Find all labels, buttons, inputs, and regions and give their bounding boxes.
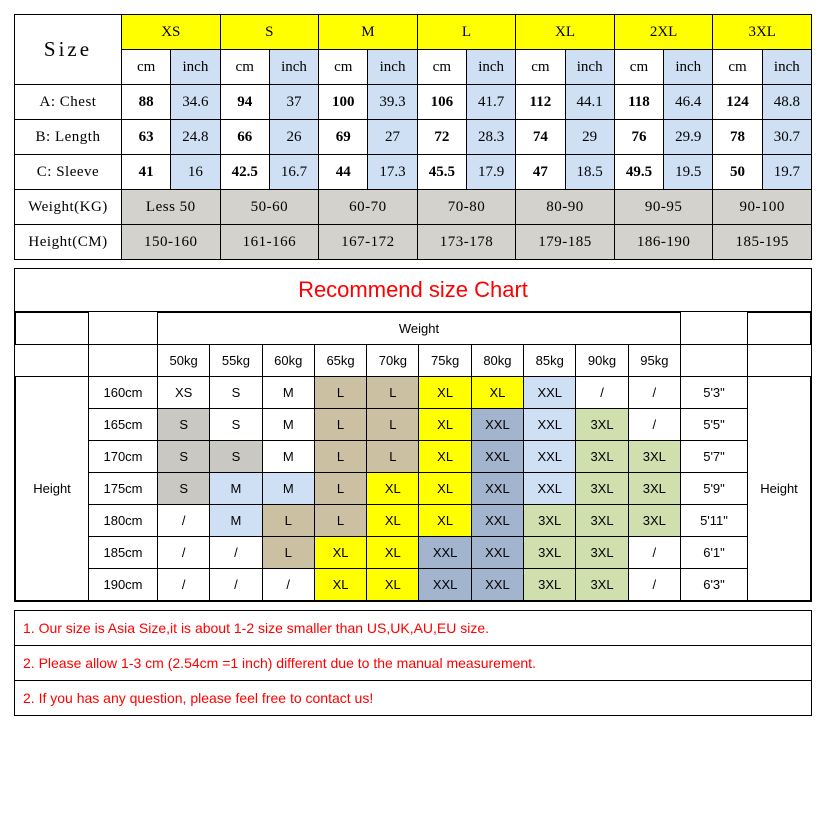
height-ft-190: 6'3"	[681, 569, 748, 601]
length-2xl-cm: 76	[614, 120, 663, 155]
size-header-s: S	[220, 15, 319, 50]
height-ft-175: 5'9"	[681, 473, 748, 505]
cell-170-75: XL	[419, 441, 471, 473]
cell-175-55: M	[210, 473, 262, 505]
cell-170-95: 3XL	[628, 441, 680, 473]
cell-185-85: 3XL	[524, 537, 576, 569]
length-3xl-inch: 30.7	[762, 120, 811, 155]
note-measurement-tolerance: 2. Please allow 1-3 cm (2.54cm =1 inch) different due to the manual measurement.	[14, 646, 812, 681]
cell-185-70: XL	[367, 537, 419, 569]
spacer-top-left-2	[89, 313, 158, 345]
weight-col-85: 85kg	[524, 345, 576, 377]
sleeve-s-inch: 16.7	[269, 155, 318, 190]
weight-col-60: 60kg	[262, 345, 314, 377]
weight-col-55: 55kg	[210, 345, 262, 377]
cell-190-75: XXL	[419, 569, 471, 601]
table-row-height	[15, 225, 812, 260]
length-xl-inch: 29	[565, 120, 614, 155]
cell-185-95: /	[628, 537, 680, 569]
height-xl: 179-185	[516, 225, 615, 260]
cell-190-95: /	[628, 569, 680, 601]
sleeve-m-cm: 44	[319, 155, 368, 190]
recommend-weight-header-row	[16, 313, 811, 345]
size-header-row	[15, 15, 812, 50]
cell-170-55: S	[210, 441, 262, 473]
chest-xl-inch: 44.1	[565, 85, 614, 120]
length-xs-inch: 24.8	[171, 120, 220, 155]
spacer-top-right-2	[748, 313, 811, 345]
chest-2xl-inch: 46.4	[664, 85, 713, 120]
unit-cm-2xl: cm	[614, 50, 663, 85]
row-label-height: Height(CM)	[15, 225, 122, 260]
cell-165-80: XXL	[471, 409, 523, 441]
unit-inch-2xl: inch	[664, 50, 713, 85]
cell-175-50: S	[158, 473, 210, 505]
recommend-size-section	[14, 268, 812, 602]
cell-165-60: M	[262, 409, 314, 441]
chest-2xl-cm: 118	[614, 85, 663, 120]
cell-170-50: S	[158, 441, 210, 473]
cell-170-60: M	[262, 441, 314, 473]
size-header-xs: XS	[122, 15, 221, 50]
height-row-175: 175cm	[89, 473, 158, 505]
cell-190-85: 3XL	[524, 569, 576, 601]
cell-165-95: /	[628, 409, 680, 441]
unit-cm-xl: cm	[516, 50, 565, 85]
weight-s: 50-60	[220, 190, 319, 225]
unit-inch-xs: inch	[171, 50, 220, 85]
length-xs-cm: 63	[122, 120, 171, 155]
sleeve-2xl-inch: 19.5	[664, 155, 713, 190]
cell-170-65: L	[314, 441, 366, 473]
unit-inch-xl: inch	[565, 50, 614, 85]
cell-185-75: XXL	[419, 537, 471, 569]
weight-m: 60-70	[319, 190, 418, 225]
recommend-weight-values-row	[16, 345, 811, 377]
note-asia-size: 1. Our size is Asia Size,it is about 1-2 size smaller than US,UK,AU,EU size.	[14, 610, 812, 646]
spacer-wh-4	[748, 345, 811, 377]
cell-185-90: 3XL	[576, 537, 628, 569]
height-label-left: Height	[16, 377, 89, 601]
table-row-sleeve	[15, 155, 812, 190]
length-2xl-inch: 29.9	[664, 120, 713, 155]
spacer-wh-1	[16, 345, 89, 377]
cell-165-85: XXL	[524, 409, 576, 441]
cell-160-55: S	[210, 377, 262, 409]
unit-header-row	[15, 50, 812, 85]
cell-185-55: /	[210, 537, 262, 569]
cell-160-65: L	[314, 377, 366, 409]
height-l: 173-178	[417, 225, 516, 260]
chest-l-inch: 41.7	[466, 85, 515, 120]
chest-3xl-cm: 124	[713, 85, 762, 120]
height-ft-180: 5'11"	[681, 505, 748, 537]
chest-xs-cm: 88	[122, 85, 171, 120]
cell-180-50: /	[158, 505, 210, 537]
spacer-top-right	[681, 313, 748, 345]
length-l-cm: 72	[417, 120, 466, 155]
chest-xs-inch: 34.6	[171, 85, 220, 120]
cell-175-85: XXL	[524, 473, 576, 505]
cell-180-80: XXL	[471, 505, 523, 537]
height-ft-185: 6'1"	[681, 537, 748, 569]
sleeve-xl-inch: 18.5	[565, 155, 614, 190]
height-2xl: 186-190	[614, 225, 713, 260]
weight-col-95: 95kg	[628, 345, 680, 377]
weight-2xl: 90-95	[614, 190, 713, 225]
cell-180-55: M	[210, 505, 262, 537]
unit-inch-3xl: inch	[762, 50, 811, 85]
note-contact-us: 2. If you has any question, please feel free to contact us!	[14, 681, 812, 716]
cell-190-70: XL	[367, 569, 419, 601]
height-xs: 150-160	[122, 225, 221, 260]
row-label-length: B: Length	[15, 120, 122, 155]
cell-175-70: XL	[367, 473, 419, 505]
cell-175-95: 3XL	[628, 473, 680, 505]
height-m: 167-172	[319, 225, 418, 260]
cell-160-75: XL	[419, 377, 471, 409]
chest-xl-cm: 112	[516, 85, 565, 120]
length-3xl-cm: 78	[713, 120, 762, 155]
cell-180-65: L	[314, 505, 366, 537]
height-ft-165: 5'5"	[681, 409, 748, 441]
spacer-wh-2	[89, 345, 158, 377]
spacer-top-left	[16, 313, 89, 345]
weight-xl: 80-90	[516, 190, 615, 225]
cell-185-50: /	[158, 537, 210, 569]
cell-160-95: /	[628, 377, 680, 409]
height-row-190: 190cm	[89, 569, 158, 601]
size-header-3xl: 3XL	[713, 15, 812, 50]
table-row	[16, 377, 811, 409]
cell-180-90: 3XL	[576, 505, 628, 537]
unit-inch-s: inch	[269, 50, 318, 85]
length-m-inch: 27	[368, 120, 417, 155]
size-header-m: M	[319, 15, 418, 50]
cell-180-95: 3XL	[628, 505, 680, 537]
cell-165-70: L	[367, 409, 419, 441]
height-s: 161-166	[220, 225, 319, 260]
cell-190-80: XXL	[471, 569, 523, 601]
weight-col-65: 65kg	[314, 345, 366, 377]
table-row	[16, 473, 811, 505]
weight-3xl: 90-100	[713, 190, 812, 225]
cell-175-75: XL	[419, 473, 471, 505]
height-row-165: 165cm	[89, 409, 158, 441]
recommend-title: Recommend size Chart	[15, 269, 811, 312]
length-s-inch: 26	[269, 120, 318, 155]
length-s-cm: 66	[220, 120, 269, 155]
cell-160-50: XS	[158, 377, 210, 409]
size-header-xl: XL	[516, 15, 615, 50]
table-row-chest	[15, 85, 812, 120]
cell-165-65: L	[314, 409, 366, 441]
cell-170-85: XXL	[524, 441, 576, 473]
cell-170-90: 3XL	[576, 441, 628, 473]
cell-160-60: M	[262, 377, 314, 409]
weight-l: 70-80	[417, 190, 516, 225]
cell-165-75: XL	[419, 409, 471, 441]
cell-185-60: L	[262, 537, 314, 569]
weight-header: Weight	[158, 313, 681, 345]
weight-xs: Less 50	[122, 190, 221, 225]
sleeve-l-inch: 17.9	[466, 155, 515, 190]
weight-col-75: 75kg	[419, 345, 471, 377]
size-measurement-table	[14, 14, 812, 260]
size-header-l: L	[417, 15, 516, 50]
cell-160-70: L	[367, 377, 419, 409]
weight-col-90: 90kg	[576, 345, 628, 377]
unit-inch-l: inch	[466, 50, 515, 85]
cell-185-65: XL	[314, 537, 366, 569]
sleeve-m-inch: 17.3	[368, 155, 417, 190]
height-3xl: 185-195	[713, 225, 812, 260]
size-header-2xl: 2XL	[614, 15, 713, 50]
sleeve-xl-cm: 47	[516, 155, 565, 190]
row-label-weight: Weight(KG)	[15, 190, 122, 225]
weight-col-50: 50kg	[158, 345, 210, 377]
cell-160-90: /	[576, 377, 628, 409]
unit-cm-3xl: cm	[713, 50, 762, 85]
height-row-160: 160cm	[89, 377, 158, 409]
cell-190-60: /	[262, 569, 314, 601]
cell-185-80: XXL	[471, 537, 523, 569]
unit-cm-l: cm	[417, 50, 466, 85]
height-ft-160: 5'3"	[681, 377, 748, 409]
recommend-size-table	[15, 312, 811, 601]
chest-m-cm: 100	[319, 85, 368, 120]
table-row	[16, 409, 811, 441]
table-row-weight	[15, 190, 812, 225]
cell-160-80: XL	[471, 377, 523, 409]
cell-165-50: S	[158, 409, 210, 441]
cell-175-60: M	[262, 473, 314, 505]
length-l-inch: 28.3	[466, 120, 515, 155]
height-ft-170: 5'7"	[681, 441, 748, 473]
weight-col-70: 70kg	[367, 345, 419, 377]
chest-m-inch: 39.3	[368, 85, 417, 120]
height-row-180: 180cm	[89, 505, 158, 537]
sleeve-l-cm: 45.5	[417, 155, 466, 190]
table-row	[16, 537, 811, 569]
sleeve-s-cm: 42.5	[220, 155, 269, 190]
cell-175-80: XXL	[471, 473, 523, 505]
table-row	[16, 441, 811, 473]
table-row-length	[15, 120, 812, 155]
height-row-185: 185cm	[89, 537, 158, 569]
cell-175-65: L	[314, 473, 366, 505]
unit-cm-m: cm	[319, 50, 368, 85]
cell-160-85: XXL	[524, 377, 576, 409]
cell-190-90: 3XL	[576, 569, 628, 601]
cell-170-70: L	[367, 441, 419, 473]
cell-165-55: S	[210, 409, 262, 441]
table-row	[16, 505, 811, 537]
chest-s-cm: 94	[220, 85, 269, 120]
unit-cm-s: cm	[220, 50, 269, 85]
height-label-right: Height	[748, 377, 811, 601]
row-label-chest: A: Chest	[15, 85, 122, 120]
row-label-sleeve: C: Sleeve	[15, 155, 122, 190]
spacer-wh-3	[681, 345, 748, 377]
cell-180-70: XL	[367, 505, 419, 537]
unit-inch-m: inch	[368, 50, 417, 85]
cell-180-85: 3XL	[524, 505, 576, 537]
cell-175-90: 3XL	[576, 473, 628, 505]
height-row-170: 170cm	[89, 441, 158, 473]
cell-170-80: XXL	[471, 441, 523, 473]
size-corner-label: Size	[15, 15, 122, 85]
cell-190-55: /	[210, 569, 262, 601]
cell-190-50: /	[158, 569, 210, 601]
table-row	[16, 569, 811, 601]
sleeve-3xl-cm: 50	[713, 155, 762, 190]
length-m-cm: 69	[319, 120, 368, 155]
sleeve-2xl-cm: 49.5	[614, 155, 663, 190]
cell-180-60: L	[262, 505, 314, 537]
weight-col-80: 80kg	[471, 345, 523, 377]
sleeve-3xl-inch: 19.7	[762, 155, 811, 190]
unit-cm-xs: cm	[122, 50, 171, 85]
sleeve-xs-inch: 16	[171, 155, 220, 190]
chest-s-inch: 37	[269, 85, 318, 120]
cell-165-90: 3XL	[576, 409, 628, 441]
cell-180-75: XL	[419, 505, 471, 537]
cell-190-65: XL	[314, 569, 366, 601]
chest-l-cm: 106	[417, 85, 466, 120]
sleeve-xs-cm: 41	[122, 155, 171, 190]
length-xl-cm: 74	[516, 120, 565, 155]
chest-3xl-inch: 48.8	[762, 85, 811, 120]
